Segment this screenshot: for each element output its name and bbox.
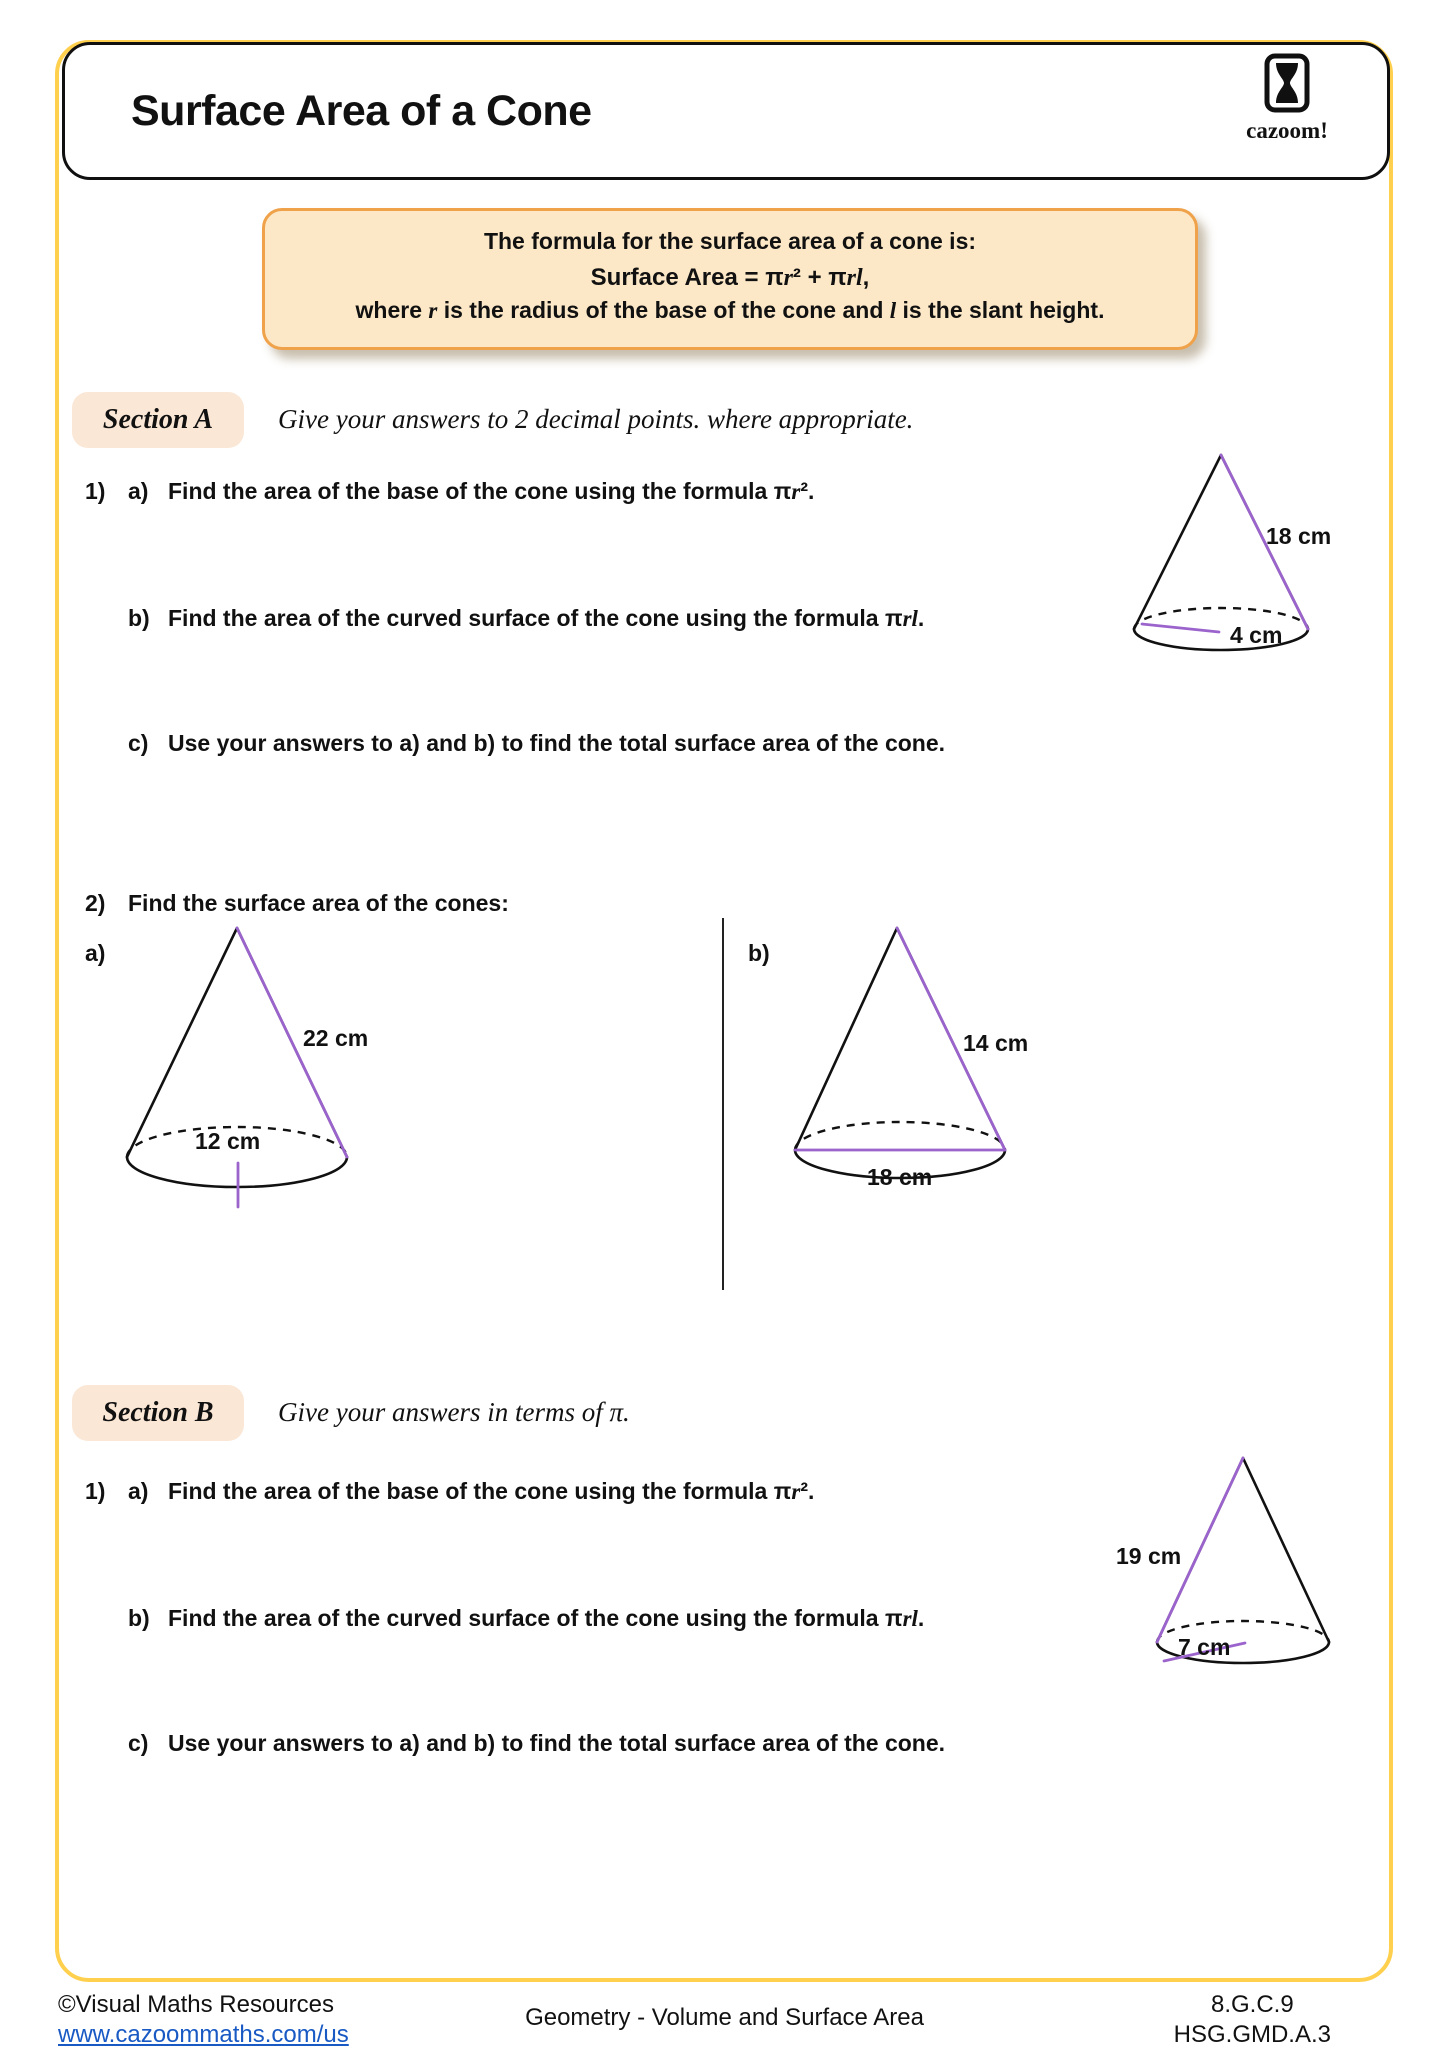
slant-measurement-label: 18 cm xyxy=(1266,523,1332,549)
footer-standards xyxy=(1174,1990,1331,2048)
question-a1-number: 1) xyxy=(85,478,106,504)
formula-explanation: where r is the radius of the base of the cone and l is the slant height. xyxy=(355,297,1105,323)
section-a-label: Section A xyxy=(72,392,244,448)
slant-measurement-label: 14 cm xyxy=(963,1030,1029,1056)
question-a2a-letter: a) xyxy=(85,940,106,966)
header xyxy=(62,42,1390,180)
footer-website-link[interactable]: www.cazoommaths.com/us xyxy=(58,2021,349,2048)
footer-left xyxy=(58,1990,349,2048)
footer-standard-code-1: 8.G.C.9 xyxy=(1210,1991,1294,2018)
footer-copyright: ©Visual Maths Resources xyxy=(58,1991,335,2018)
formula-box xyxy=(262,208,1198,350)
footer-standard-code-2: HSG.GMD.A.3 xyxy=(1173,2021,1331,2048)
question-b1c-text: Use your answers to a) and b) to find the total surface area of the cone. xyxy=(168,1730,946,1756)
column-divider-line xyxy=(722,918,724,1290)
section-b-label: Section B xyxy=(72,1385,244,1441)
question-a1a-text: Find the area of the base of the cone using the formula πr². xyxy=(168,478,815,504)
question-a1b-text: Find the area of the curved surface of the cone using the formula πrl. xyxy=(168,605,925,631)
cone-diagram-a1 xyxy=(1118,448,1332,668)
slant-measurement-label: 22 cm xyxy=(303,1025,369,1051)
footer-topic: Geometry - Volume and Surface Area xyxy=(525,2004,924,2031)
question-a1c-text: Use your answers to a) and b) to find the total surface area of the cone. xyxy=(168,730,946,756)
section-b-instruction: Give your answers in terms of π. xyxy=(278,1397,630,1427)
radius-measurement-label: 12 cm xyxy=(195,1128,261,1154)
cazoom-logo xyxy=(1227,53,1347,144)
cone-diagram-b1 xyxy=(1116,1448,1353,1673)
cone-diagram-a2a xyxy=(95,920,385,1220)
formula-intro: The formula for the surface area of a cone is: xyxy=(483,228,977,254)
diameter-measurement-label: 18 cm xyxy=(867,1164,933,1190)
question-b1b-text: Find the area of the curved surface of the cone using the formula πrl. xyxy=(168,1605,925,1631)
cazoom-logo-icon xyxy=(1264,53,1310,113)
question-a1c-letter: c) xyxy=(128,730,149,756)
cone-diagram-a2b xyxy=(755,912,1055,1222)
surface-area-formula: Surface Area = πr² + πrl, xyxy=(590,264,870,291)
radius-measurement-label: 7 cm xyxy=(1178,1634,1231,1660)
cazoom-logo-text: cazoom! xyxy=(1246,118,1328,143)
radius-measurement-label: 4 cm xyxy=(1230,622,1283,648)
question-a2-number: 2) xyxy=(85,890,106,916)
question-b1c-letter: c) xyxy=(128,1730,149,1756)
question-a1a-letter: a) xyxy=(128,478,149,504)
question-b1b-letter: b) xyxy=(128,1605,150,1631)
slant-measurement-label: 19 cm xyxy=(1116,1543,1182,1569)
question-b1-number: 1) xyxy=(85,1478,106,1504)
page-title: Surface Area of a Cone xyxy=(131,87,592,135)
cone-drawing-a1 xyxy=(1118,448,1323,668)
question-a1b-letter: b) xyxy=(128,605,150,631)
question-a2-text: Find the surface area of the cones: xyxy=(128,890,509,916)
question-b1a-text: Find the area of the base of the cone using the formula πr². xyxy=(168,1478,815,1504)
cone-drawing-a2a xyxy=(95,920,385,1220)
section-a-instruction: Give your answers to 2 decimal points. where appropriate. xyxy=(278,404,914,434)
question-a2b-letter: b) xyxy=(748,940,770,966)
question-b1a-letter: a) xyxy=(128,1478,149,1504)
